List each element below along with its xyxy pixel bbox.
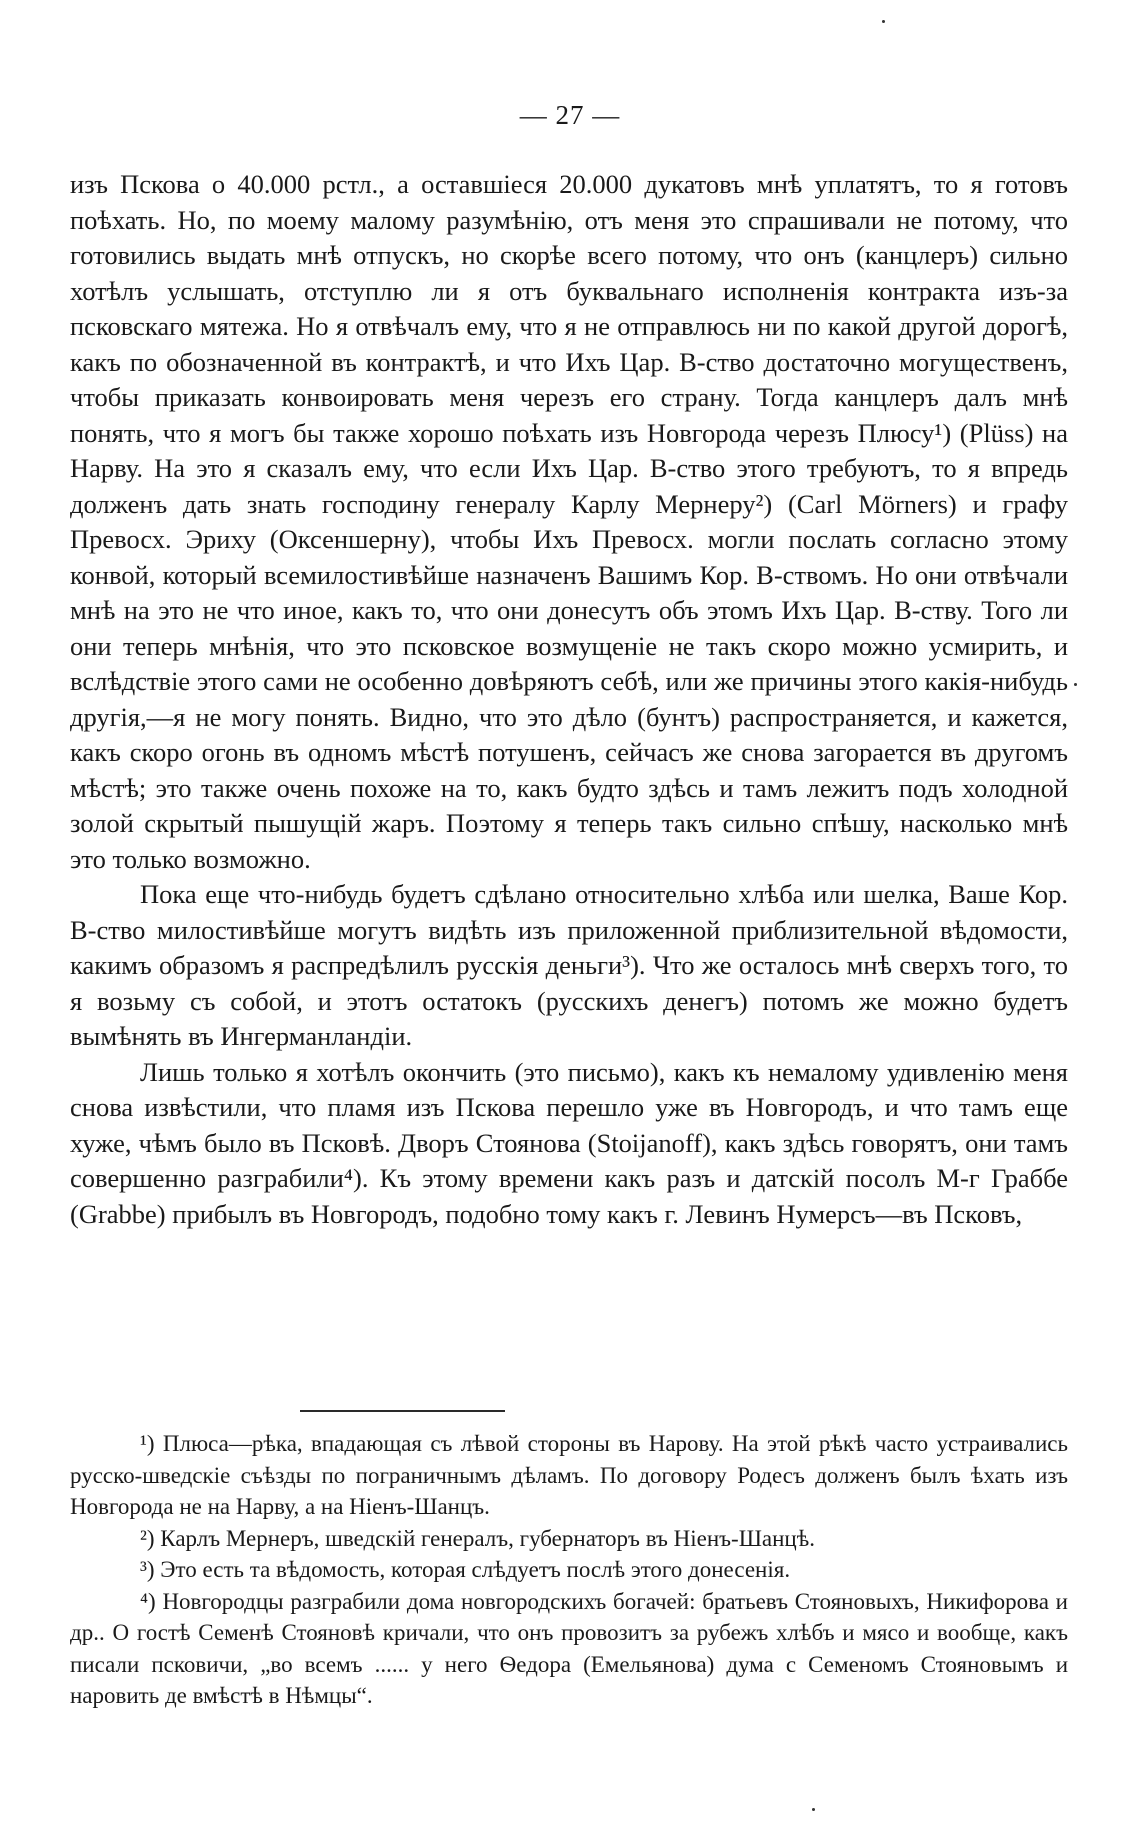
main-text [70,167,1068,1232]
scan-speck [812,1808,815,1811]
paragraph-3: Лишь только я хотѣлъ окончить (это письмо), какъ къ немалому удивленію меня снова извѣстили, что пламя изъ Пскова перешло уже въ Новгородъ, и что тамъ еще хуже, чѣмъ было въ Псковѣ. Дворъ Стоянова (Stoijanoff), какъ здѣсь говорятъ, они тамъ совершенно разграбили⁴). Къ этому времени какъ разъ и датскій посолъ М-г Граббе (Grabbe) прибылъ въ Новгородъ, подобно тому какъ г. Левинъ Нумерсъ—въ Псковъ, [70,1056,1068,1229]
scan-speck [1074,683,1077,686]
paragraph-2: Пока еще что-нибудь будетъ сдѣлано относительно хлѣба или шелка, Ваше Кор. В-ство милостивѣйше могутъ видѣть изъ приложенной приблизительной вѣдомости, какимъ образомъ я распредѣлилъ русскія деньги³). Что же осталось мнѣ сверхъ того, то я возьму съ собой, и этотъ остатокъ (русскихъ денегъ) потомъ же можно будетъ вымѣнять въ Ингерманландіи. [70,879,1068,1051]
scan-speck [882,20,885,23]
footnote-1: ¹) Плюса—рѣка, впадающая съ лѣвой стороны въ Нарову. На этой рѣкѣ часто устраивались русско-шведскіе съѣзды по пограничнымъ дѣламъ. По договору Родесъ долженъ былъ ѣхать изъ Новгорода не на Нарву, а на Ніенъ-Шанцъ. [70,1431,1068,1519]
footnote-divider [300,1410,505,1412]
footnotes [70,1428,1068,1712]
footnote-2: ²) Карлъ Мернеръ, шведскій генералъ, губернаторъ въ Ніенъ-Шанцѣ. [140,1525,815,1551]
paragraph-1: изъ Пскова о 40.000 рстл., а оставшіеся 20.000 дукатовъ мнѣ уплатятъ, то я готовъ поѣхать. Но, по моему малому разумѣнію, отъ меня это спрашивали не потому, что готовились выдать мнѣ отпускъ, но скорѣе всего потому, что онъ (канцлеръ) сильно хотѣлъ услышать, отступлю ли я отъ буквальнаго исполненія контракта изъ-за псковскаго мятежа. Но я отвѣчалъ ему, что я не отправлюсь ни по какой другой дорогѣ, какъ по обозначенной въ контрактѣ, и что Ихъ Цар. В-ство достаточно могущественъ, чтобы приказать конвоировать меня черезъ его страну. Тогда канцлеръ далъ мнѣ понять, что я могъ бы также хорошо поѣхать изъ Новгорода черезъ Плюсу¹) (Plüss) на Нарву. На это я сказалъ ему, что если Ихъ Цар. В-ство этого требуютъ, то я впредь долженъ дать знать господину генералу Карлу Мернеру²) (Carl Mörners) и графу Превосх. Эриху (Оксеншерну), чтобы Ихъ Превосх. могли послать согласно этому конвой, который всемилостивѣйше назначенъ Вашимъ Кор. В-ствомъ. Но они отвѣчали мнѣ на это не что иное, какъ то, что они донесутъ объ этомъ Ихъ Цар. В-ству. Того ли они теперь мнѣнія, что это псковское возмущеніе не такъ скоро можно усмирить, и вслѣдствіе этого сами не особенно довѣряютъ себѣ, или же причины этого какія-нибудь другія,—я не могу понять. Видно, что это дѣло (бунтъ) распространяется, и кажется, какъ скоро огонь въ одномъ мѣстѣ потушенъ, сейчасъ же снова загорается въ другомъ мѣстѣ; это также очень похоже на то, какъ будто здѣсь и тамъ лежитъ подъ холодной золой скрытый пышущій жаръ. Поэтому я теперь такъ сильно спѣшу, насколько мнѣ это только возможно. [70,169,1068,874]
footnote-4: ⁴) Новгородцы разграбили дома новгородскихъ богачей: братьевъ Стояновыхъ, Никифорова и др.. О гостѣ Семенѣ Стояновѣ кричали, что онъ провозитъ за рубежъ хлѣбъ и мясо и вообще, какъ писали псковичи, „во всемъ ...... у него Ѳедора (Емельянова) дума с Семеномъ Стояновымъ и наровить де вмѣстѣ в Нѣмцы“. [70,1588,1068,1708]
page-number: — 27 — [519,100,621,130]
footnote-3: ³) Это есть та вѣдомость, которая слѣдуетъ послѣ этого донесенія. [140,1557,791,1582]
